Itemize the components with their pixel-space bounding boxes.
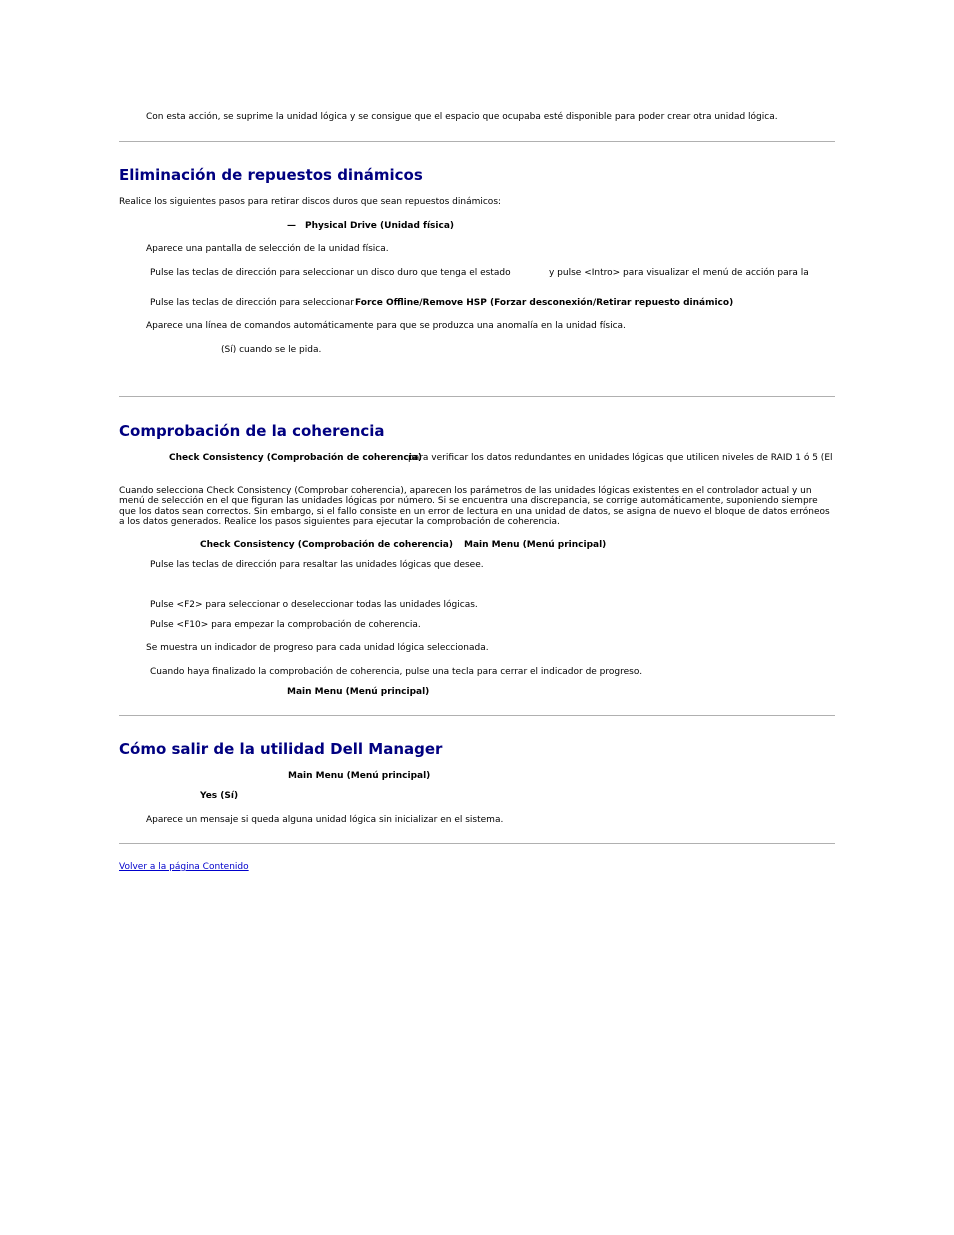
step1-physical-drive: Physical Drive (Unidad física) xyxy=(305,221,455,231)
heading-exit: Cómo salir de la utilidad Dell Manager xyxy=(119,740,443,758)
step3-result: Aparece una línea de comandos automáticamente para que se produzca una anomalía en la unidad física. xyxy=(146,321,626,331)
step5-text: Cuando haya finalizado la comprobación de coherencia, pulse una tecla para cerrar el indicador de progreso. xyxy=(150,667,643,677)
heading-hot-spares: Eliminación de repuestos dinámicos xyxy=(119,166,423,184)
hot-spares-intro: Realice los siguientes pasos para retirar discos duros que sean repuestos dinámicos: xyxy=(119,197,502,207)
step4-text: Pulse <F10> para empezar la comprobación de coherencia. xyxy=(150,620,421,630)
exit-step2-yes: Yes (Sí) xyxy=(200,791,239,801)
step1-check-consistency: Check Consistency (Comprobación de coherencia) xyxy=(200,540,453,550)
divider xyxy=(119,396,835,397)
dash: — xyxy=(287,221,296,231)
divider xyxy=(119,141,835,142)
step1-result: Aparece una pantalla de selección de la unidad física. xyxy=(146,244,389,254)
step2-text-a: Pulse las teclas de dirección para seleccionar un disco duro que tenga el estado xyxy=(150,268,511,278)
heading-consistency: Comprobación de la coherencia xyxy=(119,422,385,440)
consistency-paragraph: Cuando selecciona Check Consistency (Comprobar coherencia), aparecen los parámetros de las unidades lógicas existentes en el controlador actual y un menú de selección en el que figuran las unidades lógicas por número. Si se encuentra una discrepancia, se corrige automáticamente, suponiendo siempre que los datos sean correctos. Sin embargo, si el fallo consiste en un error de lectura en una unidad de datos, se asigna de nuevo el bloque de datos erróneos a los datos generados. Realice los pasos siguientes para ejecutar la comprobación de coherencia. xyxy=(119,486,830,527)
step3-text: Pulse <F2> para seleccionar o deseleccionar todas las unidades lógicas. xyxy=(150,600,478,610)
step1-main-menu: Main Menu (Menú principal) xyxy=(464,540,607,550)
step3-text: Pulse las teclas de dirección para seleccionar xyxy=(150,298,354,308)
step3-force-offline: Force Offline/Remove HSP (Forzar desconexión/Retirar repuesto dinámico) xyxy=(355,298,734,308)
consistency-intro-bold: Check Consistency (Comprobación de coherencia) xyxy=(169,453,422,463)
back-to-contents-link[interactable]: Volver a la página Contenido xyxy=(119,862,249,872)
delete-note: Con esta acción, se suprime la unidad lógica y se consigue que el espacio que ocupaba esté disponible para poder crear otra unidad lógica. xyxy=(146,112,778,122)
step4-result: Se muestra un indicador de progreso para cada unidad lógica seleccionada. xyxy=(146,643,489,653)
step2-text: Pulse las teclas de dirección para resaltar las unidades lógicas que desee. xyxy=(150,560,484,570)
exit-step2-result: Aparece un mensaje si queda alguna unidad lógica sin inicializar en el sistema. xyxy=(146,815,504,825)
exit-step1-main-menu: Main Menu (Menú principal) xyxy=(288,771,431,781)
step4-text: (Sí) cuando se le pida. xyxy=(221,345,322,355)
divider xyxy=(119,843,835,844)
step2-text-b: y pulse <Intro> para visualizar el menú de acción para la xyxy=(549,268,809,278)
step6-main-menu: Main Menu (Menú principal) xyxy=(287,687,430,697)
divider xyxy=(119,715,835,716)
consistency-intro-text: para verificar los datos redundantes en unidades lógicas que utilicen niveles de RAID 1 ó 5 (El xyxy=(408,453,833,463)
